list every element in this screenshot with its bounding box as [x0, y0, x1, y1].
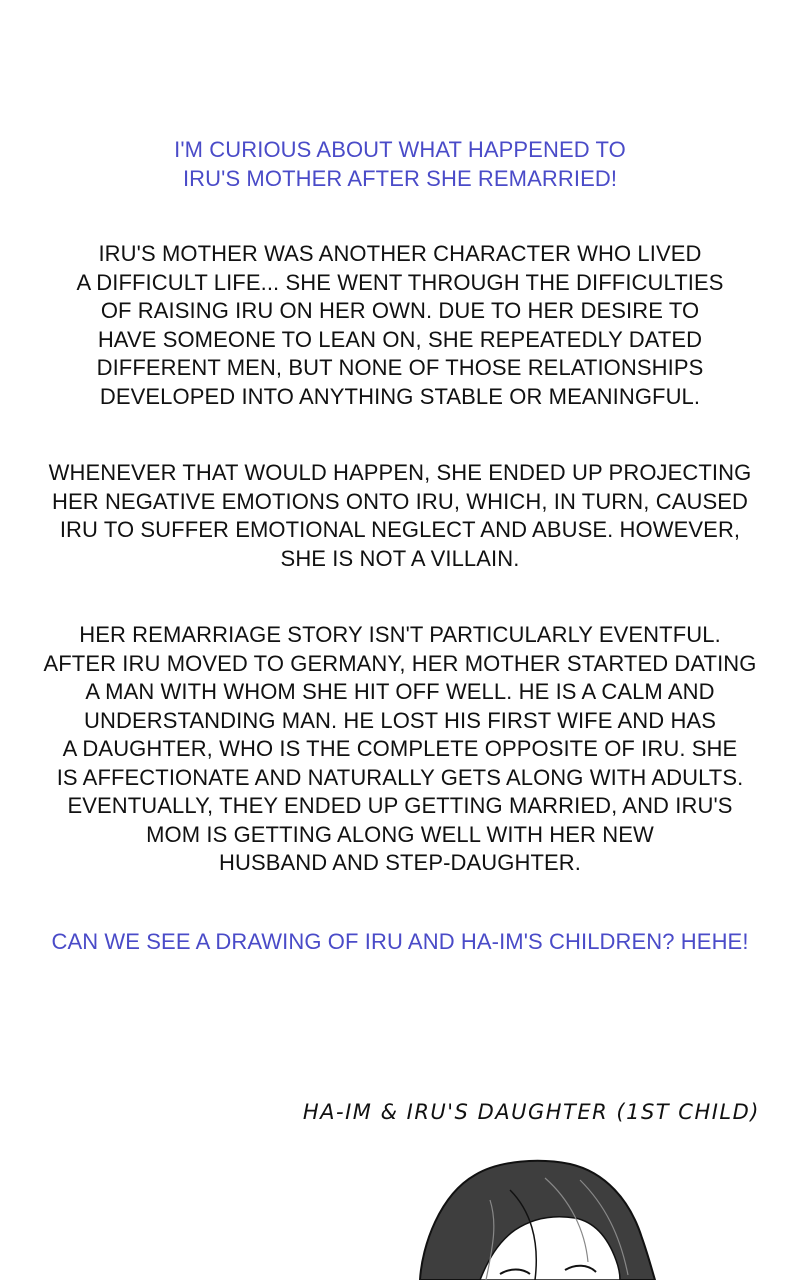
question-1	[0, 136, 800, 193]
answer-line: IS AFFECTIONATE AND NATURALLY GETS ALONG WITH ADULTS.	[56, 764, 744, 790]
answer-paragraph-1	[0, 240, 800, 411]
answer-line: OF RAISING IRU ON HER OWN. DUE TO HER DESIRE TO	[100, 298, 700, 323]
question-1-line: IRU'S MOTHER AFTER SHE REMARRIED!	[182, 165, 618, 191]
answer-line: A MAN WITH WHOM SHE HIT OFF WELL. HE IS A CALM AND	[85, 679, 715, 704]
question-1-line: I'M CURIOUS ABOUT WHAT HAPPENED TO	[174, 137, 626, 162]
answer-line: HER NEGATIVE EMOTIONS ONTO IRU, WHICH, IN TURN, CAUSED	[51, 488, 748, 514]
answer-line: AFTER IRU MOVED TO GERMANY, HER MOTHER STARTED DATING	[43, 650, 757, 676]
answer-line: DEVELOPED INTO ANYTHING STABLE OR MEANINGFUL.	[99, 383, 701, 409]
answer-line: WHENEVER THAT WOULD HAPPEN, SHE ENDED UP PROJECTING	[48, 460, 752, 485]
answer-line: IRU TO SUFFER EMOTIONAL NEGLECT AND ABUSE. HOWEVER,	[59, 517, 741, 542]
question-2	[0, 928, 800, 957]
answer-line: A DIFFICULT LIFE... SHE WENT THROUGH THE DIFFICULTIES	[76, 269, 724, 295]
answer-line: SHE IS NOT A VILLAIN.	[280, 545, 520, 571]
drawing-caption: HA-IM & IRU'S DAUGHTER (1ST CHILD)	[302, 1100, 760, 1124]
answer-line: HER REMARRIAGE STORY ISN'T PARTICULARLY EVENTFUL.	[79, 622, 721, 647]
answer-line: IRU'S MOTHER WAS ANOTHER CHARACTER WHO LIVED	[98, 241, 702, 266]
character-drawing	[380, 1150, 800, 1280]
answer-line: MOM IS GETTING ALONG WELL WITH HER NEW	[146, 821, 654, 847]
answer-paragraph-3	[0, 621, 800, 878]
answer-line: EVENTUALLY, THEY ENDED UP GETTING MARRIED, AND IRU'S	[67, 793, 733, 818]
answer-line: HUSBAND AND STEP-DAUGHTER.	[219, 850, 581, 875]
answer-line: HAVE SOMEONE TO LEAN ON, SHE REPEATEDLY DATED	[97, 326, 703, 352]
answer-line: A DAUGHTER, WHO IS THE COMPLETE OPPOSITE OF IRU. SHE	[62, 736, 738, 761]
answer-line: DIFFERENT MEN, BUT NONE OF THOSE RELATIONSHIPS	[96, 355, 704, 380]
answer-line: UNDERSTANDING MAN. HE LOST HIS FIRST WIFE AND HAS	[84, 707, 716, 733]
question-2-line: CAN WE SEE A DRAWING OF IRU AND HA-IM'S CHILDREN? HEHE!	[51, 929, 749, 954]
answer-paragraph-2	[0, 459, 800, 573]
